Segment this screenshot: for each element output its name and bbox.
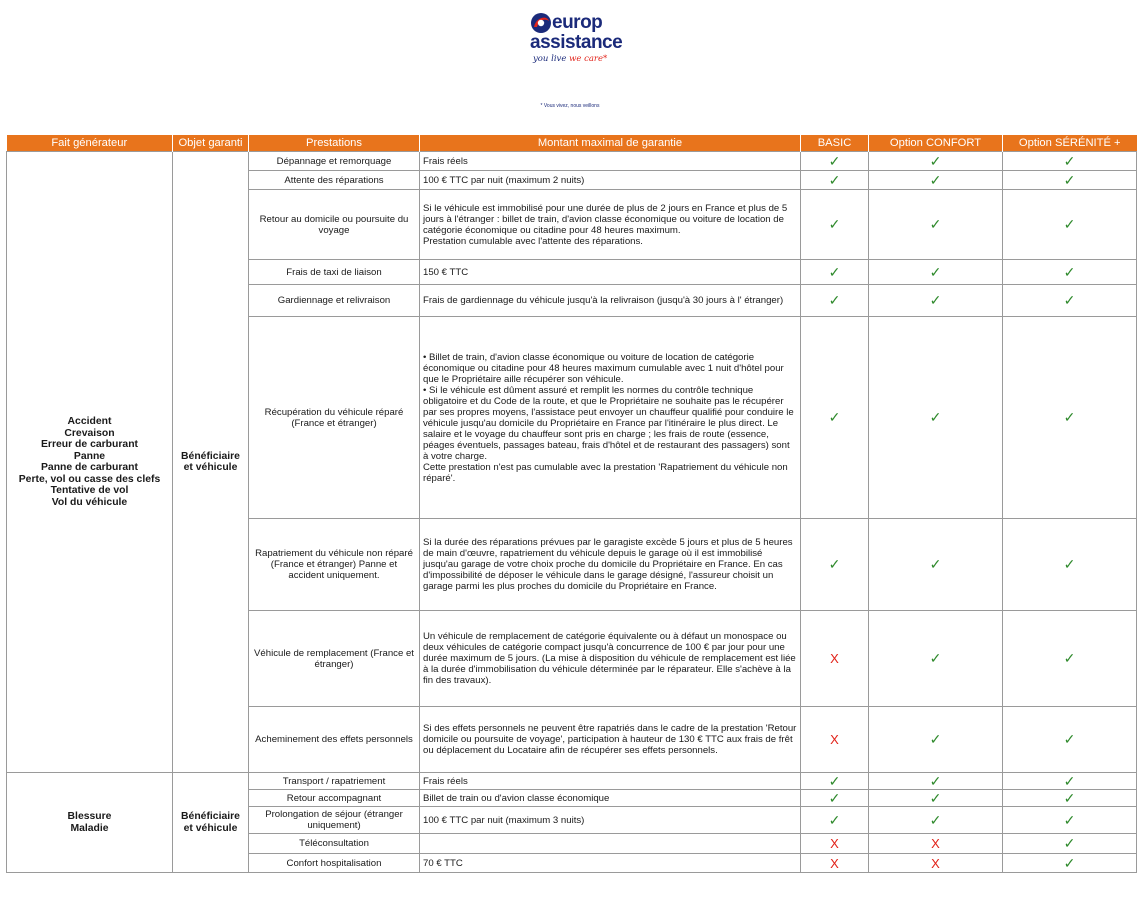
objet-garanti-cell xyxy=(173,773,249,873)
coverage-cell-serenite xyxy=(1003,317,1137,519)
coverage-cell-serenite xyxy=(1003,807,1137,834)
table-row xyxy=(7,152,1137,171)
coverage-cell-serenite xyxy=(1003,260,1137,285)
fait-generateur-cell xyxy=(7,152,173,773)
montant-paragraph: Frais de gardiennage du véhicule jusqu'à la relivraison (jusqu'à 30 jours à l' étranger) xyxy=(423,295,784,306)
fait-generateur-item: Panne de carburant xyxy=(40,462,138,473)
montant-cell xyxy=(420,190,801,260)
header-montant: Montant maximal de garantie xyxy=(420,135,801,152)
objet-garanti-cell xyxy=(173,152,249,773)
check-icon: ✓ xyxy=(929,731,942,747)
coverage-cell-confort xyxy=(869,834,1003,854)
montant-paragraph: Si le véhicule est immobilisé pour une durée de plus de 2 jours en France et plus de 5 jours à l'étranger : billet de train, d'avion classe économique ou voiture de location de catégorie économique ou citadine pour 48 heures maximum. xyxy=(423,202,788,236)
coverage-cell-serenite xyxy=(1003,152,1137,171)
slogan-footnote: * Vous vivez, nous veillons xyxy=(540,103,600,109)
prestation-cell: Transport / rapatriement xyxy=(249,773,420,790)
coverage-cell-basic xyxy=(801,773,869,790)
montant-paragraph: • Billet de train, d'avion classe économique ou voiture de location de catégorie économique ou citadine pour 48 heures maximum cumulable avec 1 nuit d'hôtel pour que le Propriétaire aille récupérer son véhicule. xyxy=(423,351,784,385)
prestation-cell: Dépannage et remorquage xyxy=(249,152,420,171)
montant-cell xyxy=(420,854,801,873)
coverage-cell-basic xyxy=(801,807,869,834)
slogan-mark: * xyxy=(603,54,608,64)
coverage-cell-confort xyxy=(869,611,1003,707)
coverage-cell-serenite xyxy=(1003,854,1137,873)
cross-icon: X xyxy=(830,651,839,666)
prestation-cell: Acheminement des effets personnels xyxy=(249,707,420,773)
fait-generateur-item: Panne xyxy=(73,450,106,462)
coverage-cell-basic xyxy=(801,171,869,190)
montant-cell xyxy=(420,790,801,807)
coverage-cell-confort xyxy=(869,285,1003,317)
fait-generateur-item: Maladie xyxy=(70,822,109,834)
montant-cell xyxy=(420,707,801,773)
objet-garanti-line: et véhicule xyxy=(183,822,238,834)
slogan-part-1: you live xyxy=(533,54,570,64)
coverage-cell-confort xyxy=(869,707,1003,773)
check-icon: ✓ xyxy=(828,263,841,280)
check-icon: ✓ xyxy=(929,216,942,232)
fait-generateur-item: Perte, vol ou casse des clefs xyxy=(18,473,161,485)
logo-name-line1: europ xyxy=(552,12,603,33)
header-confort: Option CONFORT xyxy=(869,135,1003,152)
prestation-cell: Retour accompagnant xyxy=(249,790,420,807)
montant-paragraph: Frais réels xyxy=(423,155,468,167)
prestation-cell: Prolongation de séjour (étranger uniquement) xyxy=(249,807,420,834)
objet-garanti-line: Bénéficiaire xyxy=(181,811,240,822)
check-icon: ✓ xyxy=(929,409,942,425)
guarantee-table xyxy=(6,135,1137,873)
montant-paragraph: Si la durée des réparations prévues par le garagiste excède 5 jours et plus de 5 heures de main d'œuvre, rapatriement du véhicule depuis le garage où il est immobilisé jusqu'au garage de votre choix proche du domicile du Propriétaire en France. En cas d'impossibilité de déposer le véhicule dans le garage désigné, l'assureur choisit un garage parmi les plus proches du domicile du Propriétaire en France. xyxy=(423,537,793,592)
montant-cell xyxy=(420,152,801,171)
check-icon: ✓ xyxy=(1063,650,1076,666)
check-icon: ✓ xyxy=(828,292,841,308)
montant-paragraph: 150 € TTC xyxy=(423,266,469,278)
table-row xyxy=(7,773,1137,790)
cross-icon: X xyxy=(830,855,839,871)
check-icon: ✓ xyxy=(1063,835,1076,851)
check-icon: ✓ xyxy=(828,772,841,789)
cross-icon: X xyxy=(830,732,839,747)
montant-paragraph: • Si le véhicule est dûment assuré et remplit les normes du contrôle technique obligatoire et du Code de la route, et que le Propriétaire ne souhaite pas le récupérer par ses propres moyens, l'assistace peut envoyer un chauffeur qualifié pour conduire le véhicule jusqu'au domicile du Propriétaire en France par l'itinéraire le plus direct. Le salaire et le voyage du chauffeur sont pris en charge ; les frais de route (essence, péages éventuels, passages bateau, frais d'hôtel et de restaurant des passagers) sont à votre charge. xyxy=(423,384,794,462)
check-icon: ✓ xyxy=(929,263,942,280)
table-body xyxy=(7,152,1137,873)
prestation-cell: Récupération du véhicule réparé (France et étranger) xyxy=(249,317,420,519)
check-icon: ✓ xyxy=(929,556,942,572)
prestation-cell: Retour au domicile ou poursuite du voyage xyxy=(249,190,420,260)
check-icon: ✓ xyxy=(828,409,841,425)
coverage-cell-confort xyxy=(869,854,1003,873)
coverage-cell-serenite xyxy=(1003,519,1137,611)
check-icon: ✓ xyxy=(828,216,841,232)
montant-cell xyxy=(420,519,801,611)
coverage-cell-confort xyxy=(869,773,1003,790)
coverage-cell-basic xyxy=(801,854,869,873)
coverage-cell-serenite xyxy=(1003,790,1137,807)
check-icon: ✓ xyxy=(1063,556,1076,572)
coverage-cell-confort xyxy=(869,152,1003,171)
logo-name-line2: assistance xyxy=(530,32,623,53)
check-icon: ✓ xyxy=(828,171,841,188)
europ-assistance-logo xyxy=(530,12,623,70)
check-icon: ✓ xyxy=(1063,409,1076,425)
fait-generateur-cell xyxy=(7,773,173,873)
montant-cell xyxy=(420,834,801,854)
check-icon: ✓ xyxy=(1063,811,1076,828)
prestation-cell: Rapatriement du véhicule non réparé (France et étranger) Panne et accident uniquement. xyxy=(249,519,420,611)
fait-generateur-item: Crevaison xyxy=(64,427,115,439)
coverage-cell-basic xyxy=(801,190,869,260)
header-fait-generateur: Fait générateur xyxy=(7,135,173,152)
check-icon: ✓ xyxy=(929,152,942,169)
montant-cell xyxy=(420,260,801,285)
check-icon: ✓ xyxy=(828,811,841,828)
fait-generateur-item: Accident xyxy=(67,416,112,427)
montant-cell xyxy=(420,285,801,317)
fait-generateur-item: Erreur de carburant xyxy=(40,439,138,450)
prestation-cell: Téléconsultation xyxy=(249,834,420,854)
check-icon: ✓ xyxy=(1063,263,1076,280)
coverage-cell-serenite xyxy=(1003,611,1137,707)
montant-cell xyxy=(420,317,801,519)
montant-cell xyxy=(420,611,801,707)
coverage-cell-basic xyxy=(801,285,869,317)
montant-paragraph: Billet de train ou d'avion classe économique xyxy=(423,792,610,804)
montant-paragraph: 100 € TTC par nuit (maximum 3 nuits) xyxy=(423,814,585,826)
montant-paragraph: Prestation cumulable avec l'attente des réparations. xyxy=(423,235,643,247)
check-icon: ✓ xyxy=(929,772,942,789)
coverage-cell-serenite xyxy=(1003,707,1137,773)
check-icon: ✓ xyxy=(929,789,942,806)
header-objet-garanti: Objet garanti xyxy=(173,135,249,152)
montant-paragraph: 70 € TTC xyxy=(423,857,463,869)
fait-generateur-item: Vol du véhicule xyxy=(51,496,128,508)
montant-paragraph: Frais réels xyxy=(423,775,468,787)
prestation-cell: Frais de taxi de liaison xyxy=(249,260,420,285)
objet-garanti-line: Bénéficiaire xyxy=(181,450,240,462)
prestation-cell: Véhicule de remplacement (France et étranger) xyxy=(249,611,420,707)
coverage-cell-serenite xyxy=(1003,171,1137,190)
montant-paragraph: Si des effets personnels ne peuvent être rapatriés dans le cadre de la prestation 'Retour domicile ou poursuite de voyage', participation à hauteur de 130 € TTC aux frais de frêt ou déplacement du Locataire afin de récupérer ses effets personnels. xyxy=(423,723,797,756)
montant-cell xyxy=(420,807,801,834)
coverage-cell-basic xyxy=(801,611,869,707)
slogan-part-2: we care xyxy=(569,54,604,64)
montant-paragraph: 100 € TTC par nuit (maximum 2 nuits) xyxy=(423,174,585,186)
coverage-cell-basic xyxy=(801,834,869,854)
coverage-cell-basic xyxy=(801,519,869,611)
header-serenite: Option SÉRÉNITÉ + xyxy=(1003,135,1137,152)
coverage-cell-basic xyxy=(801,152,869,171)
check-icon: ✓ xyxy=(828,789,841,806)
check-icon: ✓ xyxy=(1063,292,1076,308)
coverage-cell-confort xyxy=(869,260,1003,285)
coverage-cell-confort xyxy=(869,317,1003,519)
check-icon: ✓ xyxy=(929,650,942,666)
check-icon: ✓ xyxy=(1063,171,1076,188)
check-icon: ✓ xyxy=(1063,216,1076,232)
coverage-cell-basic xyxy=(801,260,869,285)
coverage-cell-basic xyxy=(801,317,869,519)
check-icon: ✓ xyxy=(929,171,942,188)
check-icon: ✓ xyxy=(1063,152,1076,169)
montant-cell xyxy=(420,773,801,790)
coverage-cell-confort xyxy=(869,807,1003,834)
prestation-cell: Gardiennage et relivraison xyxy=(249,285,420,317)
coverage-cell-serenite xyxy=(1003,773,1137,790)
check-icon: ✓ xyxy=(1063,789,1076,806)
check-icon: ✓ xyxy=(828,556,841,572)
objet-garanti-line: et véhicule xyxy=(183,462,238,473)
fait-generateur-item: Tentative de vol xyxy=(50,485,129,496)
cross-icon: X xyxy=(830,836,839,851)
table-header-row xyxy=(7,135,1137,152)
logo-slogan xyxy=(533,54,607,64)
coverage-cell-confort xyxy=(869,519,1003,611)
prestation-cell: Confort hospitalisation xyxy=(249,854,420,873)
header-basic: BASIC xyxy=(801,135,869,152)
coverage-cell-confort xyxy=(869,171,1003,190)
prestation-cell: Attente des réparations xyxy=(249,171,420,190)
coverage-cell-confort xyxy=(869,790,1003,807)
cross-icon: X xyxy=(931,855,940,871)
montant-paragraph: Un véhicule de remplacement de catégorie équivalente ou à défaut un monospace ou deux véhicules de catégorie compact jusqu'à concurrence de 100 € par jour pour une durée maximum de 5 jours. (La mise à disposition du véhicule de remplacement est liée à la durée d'immobilisation du véhicule déterminée par le réparateur. Elle s'achève à la fin des travaux). xyxy=(423,631,796,686)
check-icon: ✓ xyxy=(929,811,942,828)
coverage-cell-basic xyxy=(801,790,869,807)
check-icon: ✓ xyxy=(1063,731,1076,747)
coverage-cell-serenite xyxy=(1003,285,1137,317)
cross-icon: X xyxy=(931,836,940,851)
check-icon: ✓ xyxy=(828,152,841,169)
montant-cell xyxy=(420,171,801,190)
check-icon: ✓ xyxy=(1063,854,1076,871)
check-icon: ✓ xyxy=(1063,772,1076,789)
montant-paragraph: Cette prestation n'est pas cumulable avec la prestation 'Rapatriement du véhicule non réparé'. xyxy=(423,461,788,484)
fait-generateur-item: Blessure xyxy=(67,811,112,822)
coverage-cell-confort xyxy=(869,190,1003,260)
header-prestations: Prestations xyxy=(249,135,420,152)
check-icon: ✓ xyxy=(929,292,942,308)
coverage-cell-basic xyxy=(801,707,869,773)
coverage-cell-serenite xyxy=(1003,834,1137,854)
coverage-cell-serenite xyxy=(1003,190,1137,260)
logo-swirl-icon xyxy=(530,12,552,34)
